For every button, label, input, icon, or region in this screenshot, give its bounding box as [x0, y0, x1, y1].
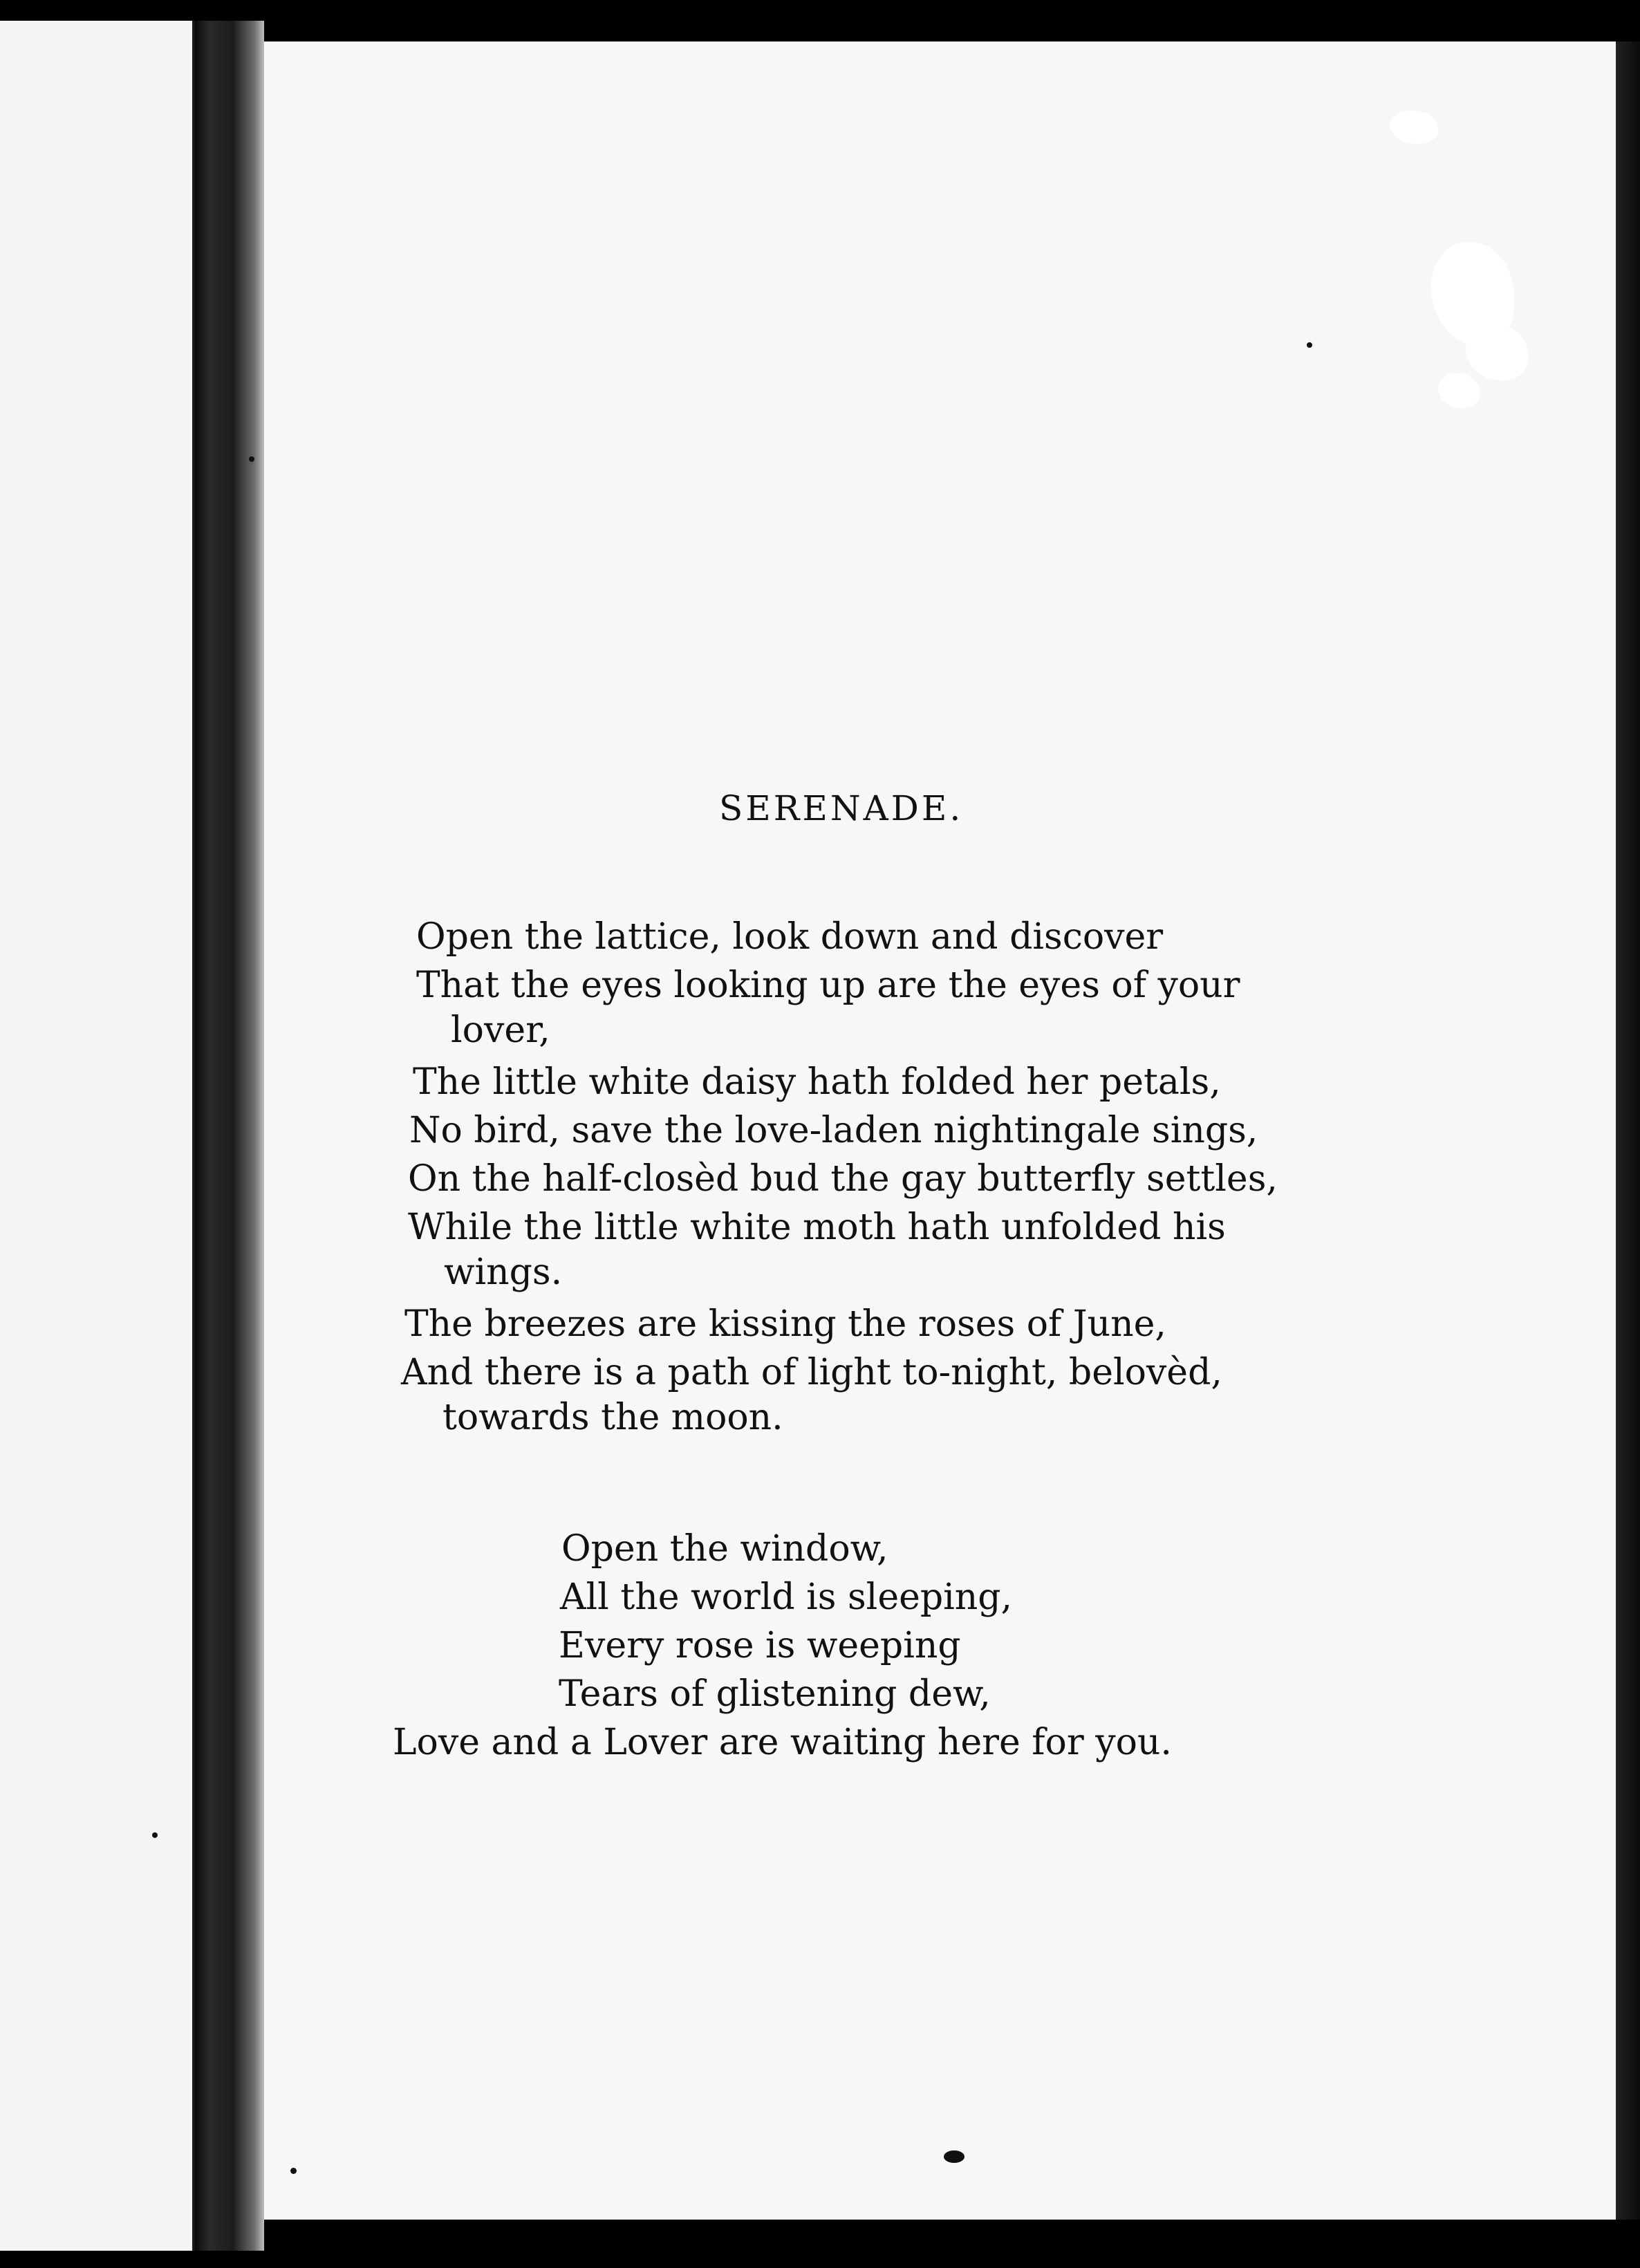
page-edge [1616, 41, 1640, 2220]
poem-line: While the little white moth hath unfolded his [408, 1207, 1226, 1248]
poem-line: wings. [444, 1252, 563, 1293]
poem-line: Tears of glistening dew, [559, 1673, 991, 1715]
poem-line: Love and a Lover are waiting here for you. [393, 1722, 1172, 1763]
poem-line: Open the window, [561, 1528, 888, 1570]
poem-line: The breezes are kissing the roses of June, [404, 1303, 1166, 1345]
poem-line: Open the lattice, look down and discover [416, 916, 1164, 958]
poem-title: SERENADE. [719, 788, 964, 828]
scan-speck [1307, 342, 1312, 348]
poem-line: towards the moon. [442, 1397, 783, 1438]
poem-line: The little white daisy hath folded her petals, [413, 1061, 1221, 1103]
scan-speck [290, 2168, 297, 2174]
scan-speck [944, 2150, 965, 2163]
poem-line: That the eyes looking up are the eyes of your [416, 965, 1240, 1006]
scan-speck [152, 1832, 158, 1838]
poem-line: lover, [451, 1010, 550, 1051]
poem-line: All the world is sleeping, [560, 1577, 1013, 1618]
poem-line: No bird, save the love-laden nightingale sings, [409, 1110, 1258, 1151]
scan-speck [249, 456, 254, 462]
poem-line: On the half-closèd bud the gay butterfly settles, [408, 1158, 1278, 1200]
poem-line: And there is a path of light to-night, belovèd, [401, 1352, 1222, 1393]
book-gutter [195, 21, 264, 2251]
left-page [0, 21, 195, 2251]
poem-line: Every rose is weeping [559, 1625, 961, 1666]
